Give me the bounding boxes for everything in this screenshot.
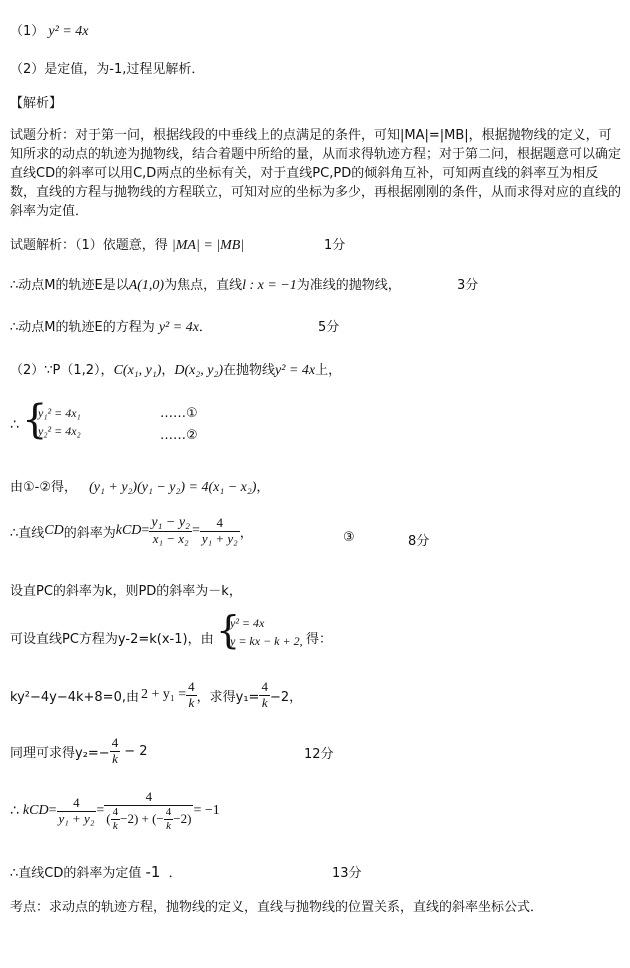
step-7: 设直PC的斜率为k，则PD的斜率为－k， xyxy=(10,584,242,599)
step-1-points: 1分 xyxy=(324,238,346,253)
step-6-fraction-1-den: x₁ − x₂ xyxy=(152,531,189,547)
step-9-fraction-1 xyxy=(186,680,197,711)
step-11-den-fraction-1-num: 4 xyxy=(112,805,119,818)
step-10-text-a: 同理可求得y₂=− xyxy=(10,745,110,761)
step-4-point-c: C(x₁, y₁) xyxy=(113,363,162,378)
step-3-period: ． xyxy=(198,320,212,335)
answer-1-number: （1） xyxy=(10,24,45,39)
step-11-den-mid: −2) + (− xyxy=(120,810,164,826)
step-11-den-open: ( xyxy=(106,810,111,826)
step-5-equation: (y₁ + y₂)(y₁ − y₂) = 4(x₁ − x₂) xyxy=(89,480,257,495)
step-3-text: ∴动点M的轨迹E的方程为 xyxy=(10,320,155,335)
step-8-text: 可设直线PC方程为y-2=k(x-1)，由 xyxy=(10,632,214,647)
step-6-fraction-2-num: 4 xyxy=(200,516,240,532)
step-12-points: 13分 xyxy=(332,866,362,881)
step-2-focus: A(1,0) xyxy=(128,278,165,293)
step-11-k: k xyxy=(22,803,30,819)
step-9-text-a: ky²−4y−4k+8=0,由 xyxy=(10,689,139,705)
step-9-fraction-2-den: k xyxy=(261,694,268,710)
step-11-fraction-2-num: 4 xyxy=(104,790,193,806)
step-10-fraction-den: k xyxy=(112,750,118,766)
step-11-equals-3: = −1 xyxy=(193,803,220,819)
step-8-eq-2: y = kx − k + 2, xyxy=(230,634,303,648)
step-2-directrix: l : x = −1 xyxy=(242,278,297,293)
step-9-equation: 2 + y₁ = xyxy=(140,687,187,703)
step-4-point-d: D(x₂, y₂) xyxy=(174,363,224,378)
step-11-den-close: −2) xyxy=(173,810,192,826)
step-9-fraction-2-num: 4 xyxy=(261,679,268,694)
step-6 xyxy=(10,515,253,547)
step-1-text: 试题解析：（1）依题意，得 xyxy=(10,238,168,253)
step-4-text-b: 在抛物线 xyxy=(223,363,276,378)
step-11-fraction-2 xyxy=(104,790,193,832)
step-9-fraction-2 xyxy=(259,680,270,711)
step-5-comma: ， xyxy=(256,480,270,495)
step-3-equation: y² = 4x xyxy=(158,320,199,335)
step-4-sep: ， xyxy=(161,363,175,378)
step-9-fraction-1-den: k xyxy=(188,694,195,710)
step-10 xyxy=(10,736,148,767)
kaodian: 考点：求动点的轨迹方程，抛物线的定义，直线与抛物线的位置关系，直线的斜率坐标公式． xyxy=(10,900,544,915)
step-6-cd: CD xyxy=(44,523,64,539)
step-6-fraction-1-num: y₁ − y₂ xyxy=(149,515,192,532)
step-6-mark: ③ xyxy=(343,530,355,545)
step-11-den-fraction-1-den: k xyxy=(112,819,118,832)
step-11-equals-1: = xyxy=(48,803,57,819)
step-6-equals-1: = xyxy=(141,523,150,539)
system-therefore: ∴ xyxy=(10,417,19,433)
step-5-text: 由①-②得， xyxy=(10,480,77,495)
step-11-den-fraction-2-den: k xyxy=(166,819,171,832)
step-5 xyxy=(10,476,269,496)
step-11-den-fraction-2 xyxy=(164,806,174,832)
step-2-text-c: 为准线的抛物线， xyxy=(296,278,401,293)
step-6-equals-2: = xyxy=(191,523,200,539)
step-12-value: -1 xyxy=(145,863,161,881)
step-12-period: ． xyxy=(168,866,182,881)
answer-1 xyxy=(10,20,89,40)
system-eq-1: y₁² = 4x₁ xyxy=(38,406,81,420)
step-11-equals-2: = xyxy=(96,803,105,819)
step-6-k-sub: CD xyxy=(121,523,142,539)
step-6-k: k xyxy=(115,523,122,539)
step-11-fraction-1-num: 4 xyxy=(57,796,97,812)
step-12 xyxy=(10,862,182,881)
step-11-therefore: ∴ xyxy=(10,803,19,820)
step-11-fraction-2-den xyxy=(104,806,193,832)
step-10-fraction xyxy=(110,736,121,767)
step-10-fraction-num: 4 xyxy=(111,735,119,750)
step-8-eq-1: y² = 4x xyxy=(230,616,265,630)
answer-1-equation: y² = 4x xyxy=(48,24,89,39)
step-11-den-fraction-2-num: 4 xyxy=(165,805,172,818)
step-2 xyxy=(10,274,401,294)
step-4 xyxy=(10,359,341,379)
step-6-fraction-2-den: y₁ + y₂ xyxy=(201,530,238,546)
system-eq-2: y₂² = 4x₂ xyxy=(38,424,81,438)
step-10-points: 12分 xyxy=(304,747,334,762)
answer-2: （2）是定值，为-1,过程见解析． xyxy=(10,62,205,77)
step-6-text-b: 的斜率为 xyxy=(63,525,116,541)
system-brace: { xyxy=(22,397,48,443)
step-11-fraction-1-den: y₁ + y₂ xyxy=(58,810,95,826)
step-4-text-c: 上， xyxy=(315,363,342,378)
step-2-text-b: 为焦点，直线 xyxy=(164,278,243,293)
system-marker-2: ……② xyxy=(160,428,198,443)
analysis-paragraph: 试题分析：对于第一问，根据线段的中垂线上的点满足的条件，可知|MA|=|MB|，根据抛物线的定义，可知所求的动点的轨迹为抛物线，结合着题中所给的量，从而求得轨迹方程；对于第二问，根据题意可以确定直线CD的斜率可以用C,D两点的坐标有关，对于直线PC,PD的倾斜角互补，可知两直线的斜率互为相反数，直线的方程与抛物线的方程联立，可知对应的坐标为多少，再根据刚刚的条件，从而求得对应的直线的斜率为定值． xyxy=(10,128,622,219)
step-11 xyxy=(10,790,220,832)
step-6-fraction-2 xyxy=(200,516,240,547)
step-6-comma: ， xyxy=(239,525,253,541)
step-8-result: 得： xyxy=(306,632,333,647)
step-6-text-a: ∴直线 xyxy=(10,525,45,541)
analysis-heading: 【解析】 xyxy=(10,96,63,111)
step-1-equation: |MA| = |MB| xyxy=(171,238,245,253)
step-11-k-sub: CD xyxy=(29,803,49,819)
step-3 xyxy=(10,316,212,336)
step-4-equation: y² = 4x xyxy=(275,363,316,378)
system-equations xyxy=(38,404,81,440)
step-6-fraction-1 xyxy=(149,515,192,547)
step-2-points: 3分 xyxy=(457,278,479,293)
step-3-points: 5分 xyxy=(318,320,340,335)
step-9-text-b: ，求得y₁= xyxy=(196,689,260,705)
step-8-brace: { xyxy=(216,608,241,652)
step-6-points: 8分 xyxy=(408,534,430,549)
step-10-text-b: − 2 xyxy=(124,743,148,759)
step-11-fraction-1 xyxy=(57,796,97,827)
step-4-text-a: （2）∵P（1,2）， xyxy=(10,363,114,378)
system-marker-1: ……① xyxy=(160,406,198,421)
step-9-fraction-1-num: 4 xyxy=(188,679,195,694)
step-8-system xyxy=(230,614,303,650)
step-1 xyxy=(10,234,244,254)
step-2-text-a: ∴动点M的轨迹E是以 xyxy=(10,278,129,293)
step-9 xyxy=(10,680,302,711)
step-9-text-c: −2， xyxy=(269,689,303,705)
step-11-den-fraction-1 xyxy=(111,806,121,832)
step-12-text: ∴直线CD的斜率为定值 xyxy=(10,866,142,881)
